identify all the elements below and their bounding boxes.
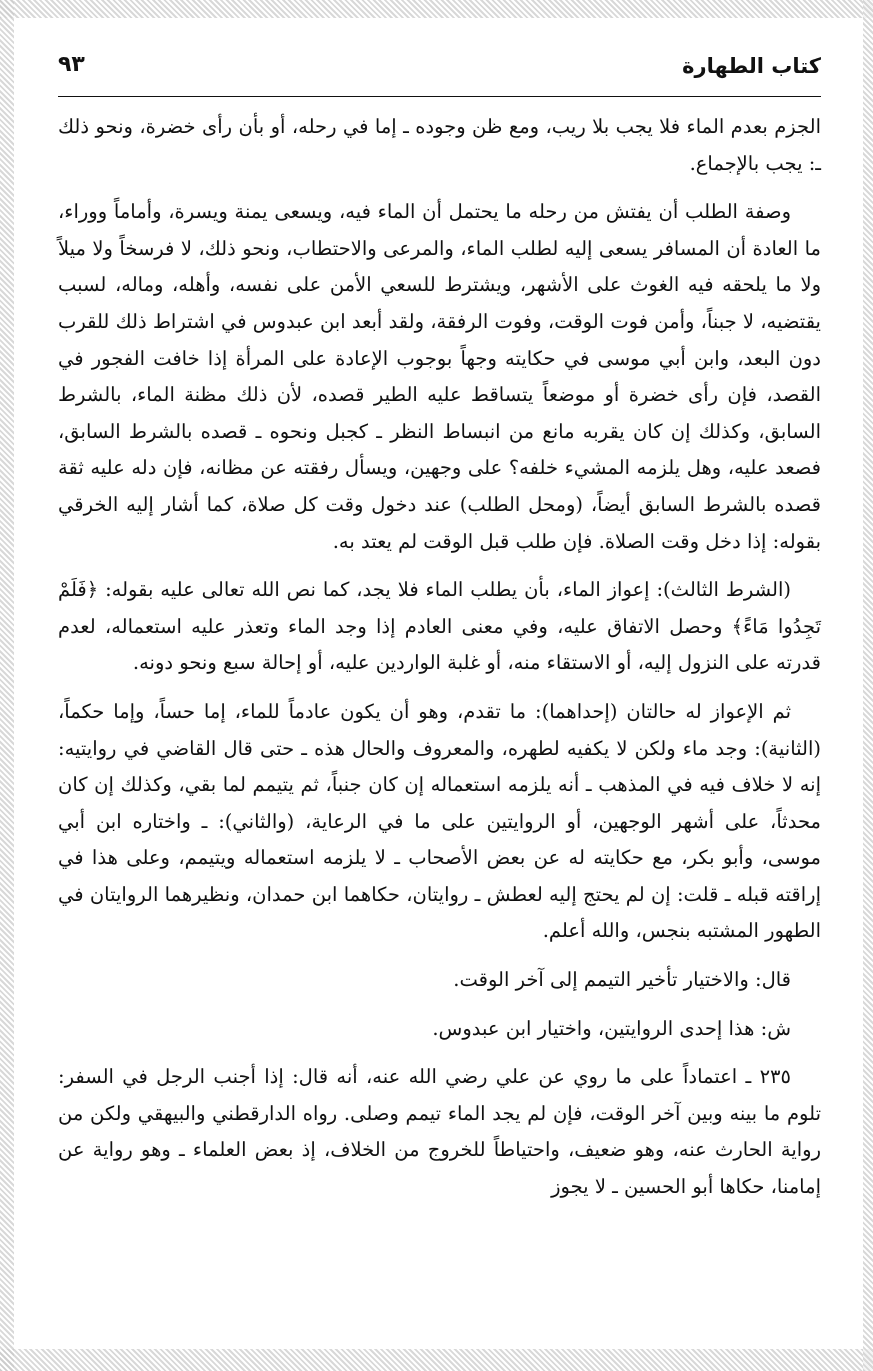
paragraph-search-description: وصفة الطلب أن يفتش من رحله ما يحتمل أن الماء فيه، ويسعى يمنة ويسرة، وأماماً ووراء، ما العادة أن المسافر يسعى إليه لطلب الماء، والمرعى والاحتطاب، ونحو ذلك، لا فرسخاً ولا ميلاً ولا ما يلحقه فيه الغوث على الأشهر، ويشترط للسعي الأمن على نفسه، وأهله، وماله، لسبب يقتضيه، لا جبناً، وأمن فوت الوقت، وفوت الرفقة، ولقد أبعد ابن عبدوس في اشتراط ذلك للقرب دون البعد، وابن أبي موسى في حكايته وجهاً بوجوب الإعادة على المرأة إذا خافت الفجور في القصد، فإن رأى خضرة أو موضعاً يتساقط عليه الطير قصده، لأن ذلك مظنة الماء، بالشرط السابق، وكذلك إن كان يقربه مانع من انبساط النظر ـ كجبل ونحوه ـ قصده بالشرط السابق، فصعد عليه، وهل يلزمه المشيء خلفه؟ على وجهين، ويسأل رفقته عن مظانه، فإن دله عليه ثقة قصده بالشرط السابق أيضاً، (ومحل الطلب) عند دخول وقت كل صلاة، كما أشار إليه الخرقي بقوله: إذا دخل وقت الصلاة. فإن طلب قبل الوقت لم يعتد به. [58, 200, 821, 553]
decorative-border-right [863, 0, 873, 1371]
decorative-border-left [0, 0, 14, 1371]
paragraph-third-condition: (الشرط الثالث): إعواز الماء، بأن يطلب الماء فلا يجد، كما نص الله تعالى عليه بقوله: ﴿فَلَمْ تَجِدُوا مَاءً﴾ وحصل الاتفاق عليه، وفي معنى العادم إذا وجد الماء وتعذر عليه استعماله، لعدم قدرته على النزول إليه، أو الاستقاء منه، أو غلبة الواردين عليه، أو إحالة سبع ونحو دونه. [58, 578, 821, 675]
running-title: كتاب الطهارة [682, 54, 821, 78]
decorative-border-bottom [0, 1349, 873, 1371]
page-number: ٩٣ [58, 52, 85, 77]
page-body [58, 97, 821, 1206]
paragraph-two-states: ثم الإعواز له حالتان (إحداهما): ما تقدم، وهو أن يكون عادماً للماء، إما حساً، وإما حكماً، (الثانية): وجد ماء ولكن لا يكفيه لطهره، والمعروف والحال هذه ـ حتى قال القاضي في روايتيه: إنه لا خلاف فيه في المذهب ـ أنه يلزمه استعماله إن كان جنباً، ثم يتيمم لما بقي، وكذلك إن كان محدثاً، على أشهر الوجهين، أو الروايتين على ما في الرعاية، (والثاني): ـ واختاره ابن أبي موسى، وأبو بكر، مع حكايته له عن بعض الأصحاب ـ لا يلزمه استعماله ويتيمم، وعلى هذا في إراقته قبله ـ قلت: إن لم يحتج إليه لعطش ـ روايتان، حكاهما ابن حمدان، ونظيرهما الروايتان في الطهور المشتبه بنجس، والله أعلم. [58, 699, 822, 943]
decorative-border-top [0, 0, 873, 18]
book-page [58, 40, 821, 1347]
paragraph-continuation: الجزم بعدم الماء فلا يجب بلا ريب، ومع ظن وجوده ـ إما في رحله، أو بأن رأى خضرة، ونحو ذلك ـ: يجب بالإجماع. [58, 115, 821, 175]
paragraph-matn-statement: قال: والاختيار تأخير التيمم إلى آخر الوقت. [453, 968, 791, 992]
page-header [58, 40, 821, 97]
paragraph-hadith-235: ٢٣٥ ـ اعتماداً على ما روي عن علي رضي الله عنه، أنه قال: إذا أجنب الرجل في السفر: تلوم ما بينه وبين آخر الوقت، فإن لم يجد الماء تيمم وصلى. رواه الدارقطني والبيهقي ولكن من رواية الحارث عنه، وهو ضعيف، واحتياطاً للخروج من الخلاف، إذ بعض العلماء ـ وهو رواية عن إمامنا، حكاها أبو الحسين ـ لا يجوز [58, 1065, 821, 1199]
paragraph-sharh-note: ش: هذا إحدى الروايتين، واختيار ابن عبدوس. [432, 1016, 791, 1040]
